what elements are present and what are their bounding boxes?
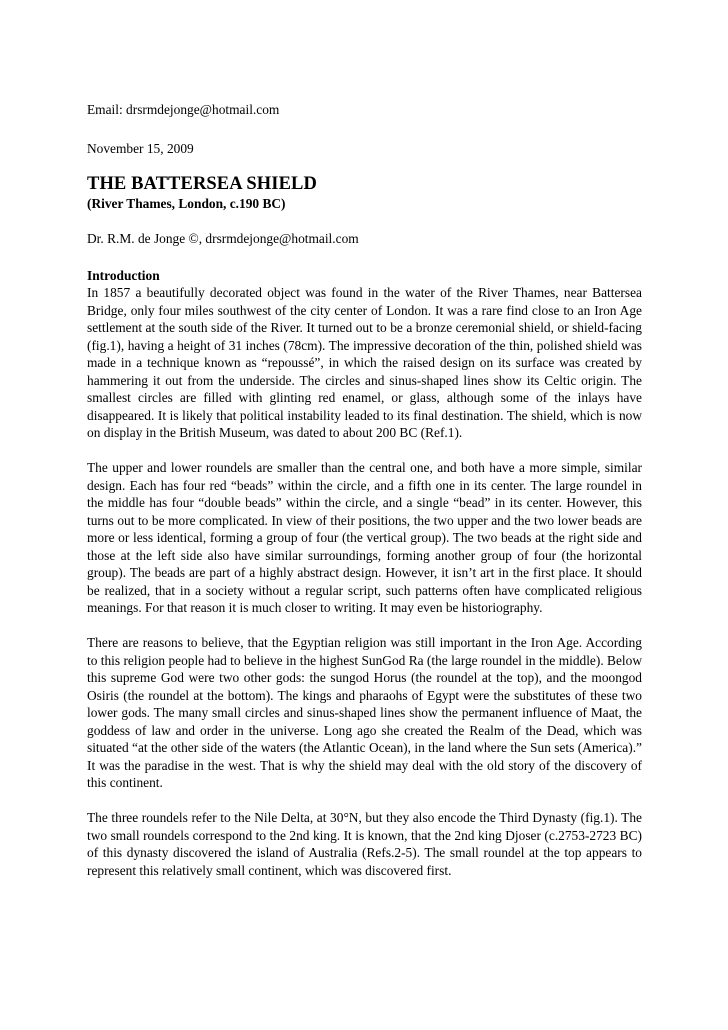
section-heading-introduction: Introduction [87, 268, 160, 283]
article-title: THE BATTERSEA SHIELD [87, 174, 317, 194]
email-line: Email: drsrmdejonge@hotmail.com [87, 102, 280, 117]
paragraph-3: There are reasons to believe, that the Egyptian religion was still important in the Iron Age. According to this religion people had to believe in the highest SunGod Ra (the large roundel in the middle). Below this supreme God were two other gods: the sungod Horus (the roundel at the top), and the moongod Osiris (the roundel at the bottom). The kings and pharaohs of Egypt were the substitutes of these two lower gods. The many small circles and sinus-shaped lines show the permanent influence of Maat, the goddess of law and order in the universe. Long ago she created the Realm of the Dead, which was situated “at the other side of the waters (the Atlantic Ocean), in the land where the Sun sets (America).” It was the paradise in the west. That is why the shield may deal with the old story of the discovery of this continent. [87, 635, 642, 790]
paragraph-2: The upper and lower roundels are smaller than the central one, and both have a more simple, similar design. Each has four red “beads” within the circle, and a fifth one in its center. The large roundel in the middle has four “double beads” within the circle, and a single “bead” in its center. However, this turns out to be more complicated. In view of their positions, the two upper and the two lower beads are more or less identical, forming a group of four (the vertical group). The two beads at the right side and those at the left side also have similar surroundings, forming another group of four (the horizontal group). The beads are part of a highly abstract design. However, it isn’t art in the first place. It should be realized, that in a society without a regular script, such patterns often have complicated religious meanings. For that reason it is much closer to writing. It may even be historiography. [87, 460, 642, 615]
document-body [87, 101, 642, 897]
paragraph-1: In 1857 a beautifully decorated object was found in the water of the River Thames, near Battersea Bridge, only four miles southwest of the city center of London. It was a rare find close to an Iron Age settlement at the south side of the River. It turned out to be a bronze ceremonial shield, or shield-facing (fig.1), having a height of 31 inches (78cm). The impressive decoration of the thin, polished shield was made in a technique known as “repoussé”, in which the raised design on its surface was created by hammering it out from the underside. The circles and sinus-shaped lines show its Celtic origin. The smallest circles are filled with glinting red enamel, or glass, although some of the inlays have disappeared. It is likely that political instability leaded to its final destination. The shield, which is now on display in the British Museum, was dated to about 200 BC (Ref.1). [87, 285, 642, 440]
document-date: November 15, 2009 [87, 141, 194, 156]
article-subtitle: (River Thames, London, c.190 BC) [87, 196, 286, 211]
paragraph-4: The three roundels refer to the Nile Delta, at 30°N, but they also encode the Third Dynasty (fig.1). The two small roundels correspond to the 2nd king. It is known, that the 2nd king Djoser (c.2753-2723 BC) of this dynasty discovered the island of Australia (Refs.2-5). The small roundel at the top appears to represent this relatively small continent, which was discovered first. [87, 810, 642, 878]
author-line: Dr. R.M. de Jonge ©, drsrmdejonge@hotmail.com [87, 231, 359, 246]
